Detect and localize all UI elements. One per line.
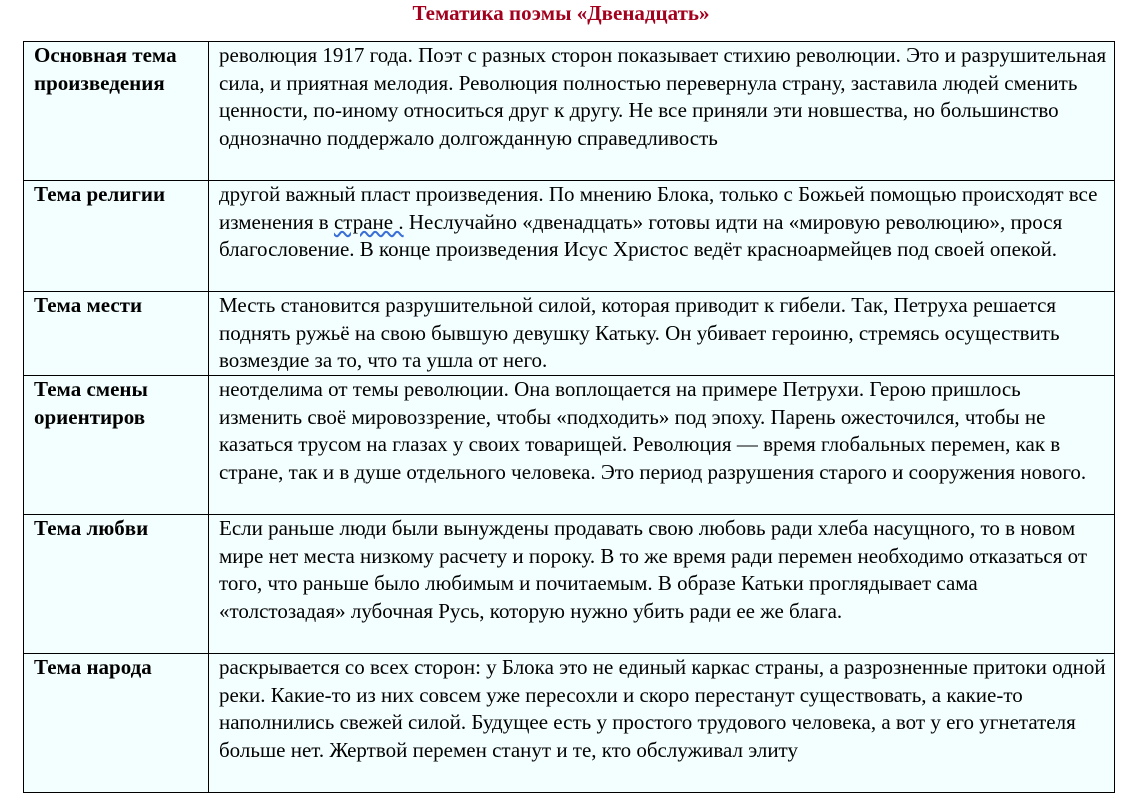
theme-description-cell: Если раньше люди были вынуждены продавать свою любовь ради хлеба насущного, то в новом мире нет места низкому расчету и пороку. В то же время ради перемен необходимо отказаться от того, что раньше было любимым и почитаемым. В образе Катьки проглядывает сама «толстозадая» лубочная Русь, которую нужно убить ради ее же блага.	[209, 515, 1115, 654]
table-row	[24, 42, 1115, 181]
table-row	[24, 654, 1115, 793]
theme-description-cell	[209, 181, 1115, 292]
description-text: Неслучайно «двенадцать» готовы идти на «мировую революцию», прося благословение. В конце произведения Исус Христос ведёт красноармейцев под своей опекой.	[219, 209, 1063, 262]
spellcheck-underlined-text: стране .	[333, 209, 404, 234]
page-title: Тематика поэмы «Двенадцать»	[412, 1, 710, 25]
theme-name-cell: Тема религии	[24, 181, 209, 292]
theme-description-cell: революция 1917 года. Поэт с разных сторон показывает стихию революции. Это и разрушительная сила, и приятная мелодия. Революция полностью перевернула страну, заставила людей сменить ценности, по-иному относиться друг к другу. Не все приняли эти новшества, но большинство однозначно поддержало долгожданную справедливость	[209, 42, 1115, 181]
table-row	[24, 292, 1115, 376]
table-row	[24, 515, 1115, 654]
theme-name-cell: Тема смены ориентиров	[24, 376, 209, 515]
theme-description-cell: раскрывается со всех сторон: у Блока это не единый каркас страны, а разрозненные притоки одной реки. Какие-то из них совсем уже пересохли и скоро перестанут существовать, а какие-то наполнились свежей силой. Будущее есть у простого трудового человека, а вот у его угнетателя больше нет. Жертвой перемен станут и те, кто обслуживал элиту	[209, 654, 1115, 793]
theme-name-cell: Тема мести	[24, 292, 209, 376]
theme-description-cell: неотделима от темы революции. Она воплощается на примере Петрухи. Герою пришлось изменить своё мировоззрение, чтобы «подходить» под эпоху. Парень ожесточился, чтобы не казаться трусом на глазах у своих товарищей. Революция — время глобальных перемен, как в стране, так и в душе отдельного человека. Это период разрушения старого и сооружения нового.	[209, 376, 1115, 515]
table-row	[24, 376, 1115, 515]
theme-name-cell: Тема любви	[24, 515, 209, 654]
description-text: другой важный пласт произведения. По мнению Блока, только с Божьей помощью происходят все изменения в	[219, 182, 1098, 234]
theme-name-cell: Тема народа	[24, 654, 209, 793]
theme-description-cell: Месть становится разрушительной силой, которая приводит к гибели. Так, Петруха решается поднять ружьё на свою бывшую девушку Катьку. Он убивает героиню, стремясь осуществить возмездие за то, что та ушла от него.	[209, 292, 1115, 376]
themes-table	[23, 41, 1115, 793]
table-row	[24, 181, 1115, 292]
theme-name-cell: Основная тема произведения	[24, 42, 209, 181]
